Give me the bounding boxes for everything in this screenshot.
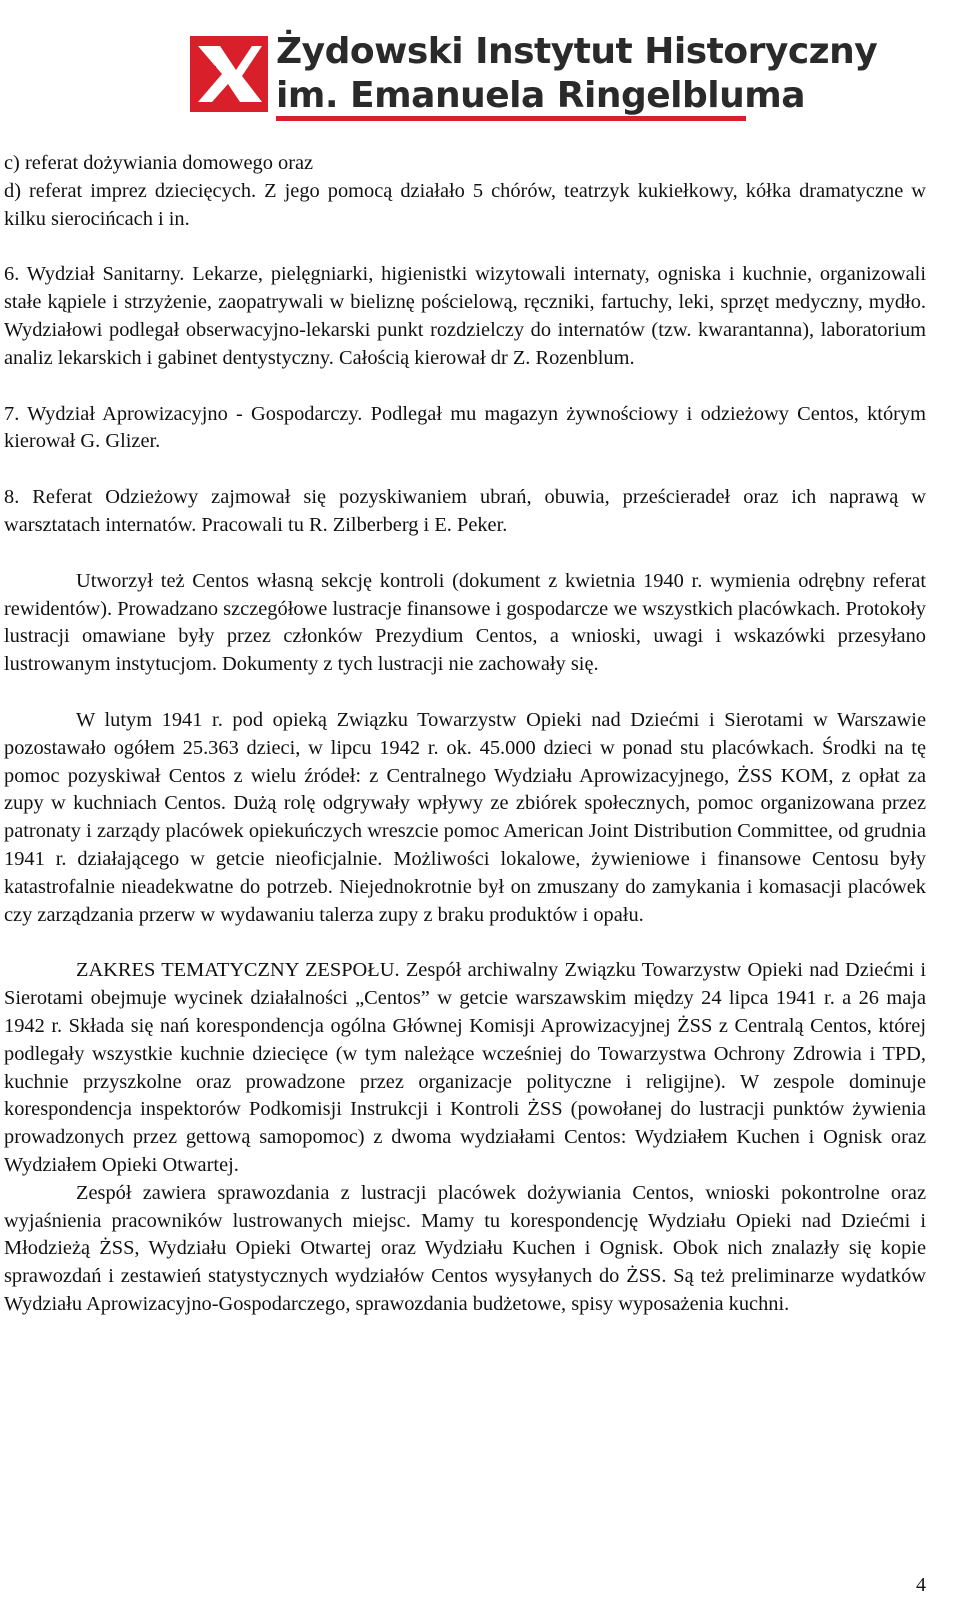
paragraph-referat-odziezowy: 8. Referat Odzieżowy zajmował się pozyskiwaniem ubrań, obuwia, prześcieradeł oraz ich naprawą w warsztatach internatów. Pracowali tu R. Zilberberg i E. Peker.	[4, 486, 926, 536]
paragraph-wydzial-aprowizacyjny: 7. Wydział Aprowizacyjno - Gospodarczy. Podlegał mu magazyn żywnościowy i odzieżowy Centos, którym kierował G. Glizer.	[4, 402, 926, 453]
paragraph-wydzial-sanitarny: 6. Wydział Sanitarny. Lekarze, pielęgniarki, higienistki wizytowali internaty, ogniska i kuchnie, organizowali stałe kąpiele i strzyżenie, zaopatrywali w bieliznę pościelową, ręczniki, fartuchy, leki, sprzęt medyczny, mydło. Wydziałowi podlegał obserwacyjno-lekarski punkt rozdzielczy do internatów (tzw. kwarantanna), laboratorium analiz lekarskich i gabinet dentystyczny. Całością kierował dr Z. Rozenblum.	[4, 263, 926, 369]
zih-logo-icon	[190, 36, 268, 112]
paragraph-sekcja-kontroli: Utworzył też Centos własną sekcję kontroli (dokument z kwietnia 1940 r. wymienia odrębny referat rewidentów). Prowadzano szczegółowe lustracje finansowe i gospodarcze we wszystkich placówkach. Protokoły lustracji omawiane były przez członków Prezydium Centos, a wnioski, uwagi i wskazówki przesyłano lustrowanym instytucjom. Dokumenty z tych lustracji nie zachowały się.	[4, 569, 926, 676]
institute-name-line2: im. Emanuela Ringelbluma	[276, 75, 806, 116]
header-rule	[276, 116, 746, 121]
page-number: 4	[916, 1574, 926, 1596]
institute-header	[190, 28, 878, 124]
institute-name-line1: Żydowski Instytut Historyczny	[276, 31, 878, 72]
paragraph-referat-d: d) referat imprez dziecięcych. Z jego pomocą działało 5 chórów, teatrzyk kukiełkowy, kółka dramatyczne w kilku sierocińcach i in.	[4, 179, 926, 230]
paragraph-referat-c: c) referat dożywiania domowego oraz	[4, 152, 314, 174]
paragraph-luty-1941: W lutym 1941 r. pod opieką Związku Towarzystw Opieki nad Dziećmi i Sierotami w Warszawie pozostawało ogółem 25.363 dzieci, w lipcu 1942 r. ok. 45.000 dzieci w ponad stu placówkach. Środki na tę pomoc pozyskiwał Centos z wielu źródeł: z Centralnego Wydziału Aprowizacyjnego, ŻSS KOM, z opłat za zupy w kuchniach Centos. Dużą rolę odgrywały wpływy ze zbiórek społecznych, pomoc organizowana przez patronaty i zarządy placówek opiekuńczych wreszcie pomoc American Joint Distribution Committee, od grudnia 1941 r. działającego w getcie nieoficjalnie. Możliwości lokalowe, żywieniowe i finansowe Centosu były katastrofalnie nieadekwatne do potrzeb. Niejednokrotnie był on zmuszany do zamykania i komasacji placówek czy zarządzania przerw w wydawaniu talerza zupy z braku produktów i opału.	[4, 708, 926, 926]
paragraph-zakres-tematyczny: ZAKRES TEMATYCZNY ZESPOŁU. Zespół archiwalny Związku Towarzystw Opieki nad Dziećmi i Sierotami obejmuje wycinek działalności „Centos” w getcie warszawskim między 24 lipca 1941 r. a 26 maja 1942 r. Składa się nań korespondencja ogólna Głównej Komisji Aprowizacyjnej ŻSS z Centralą Centos, której podlegały wszystkie kuchnie dziecięce (w tym należące wcześniej do Towarzystwa Ochrony Zdrowia i TPD, kuchnie przyszkolne oraz prowadzone przez organizacje polityczne i religijne). W zespole dominuje korespondencja inspektorów Podkomisji Instrukcji i Kontroli ŻSS (powołanej do lustracji punktów żywienia prowadzonych przez gettową samopomoc) z dwoma wydziałami Centos: Wydziałem Kuchen i Ognisk oraz Wydziałem Opieki Otwartej.	[4, 959, 926, 1176]
paragraph-zespol-zawiera: Zespół zawiera sprawozdania z lustracji placówek dożywiania Centos, wnioski pokontrolne oraz wyjaśnienia pracowników lustrowanych miejsc. Mamy tu korespondencję Wydziału Opieki nad Dziećmi i Młodzieżą ŻSS, Wydziału Opieki Otwartej oraz Wydziału Kuchen i Ognisk. Obok nich znalazły się kopie sprawozdań i zestawień statystycznych wydziałów Centos wysyłanych do ŻSS. Są też preliminarze wydatków Wydziału Aprowizacyjno-Gospodarczego, sprawozdania budżetowe, spisy wyposażenia kuchni.	[4, 1181, 926, 1315]
document-body	[4, 150, 926, 1319]
institute-name	[276, 28, 878, 116]
